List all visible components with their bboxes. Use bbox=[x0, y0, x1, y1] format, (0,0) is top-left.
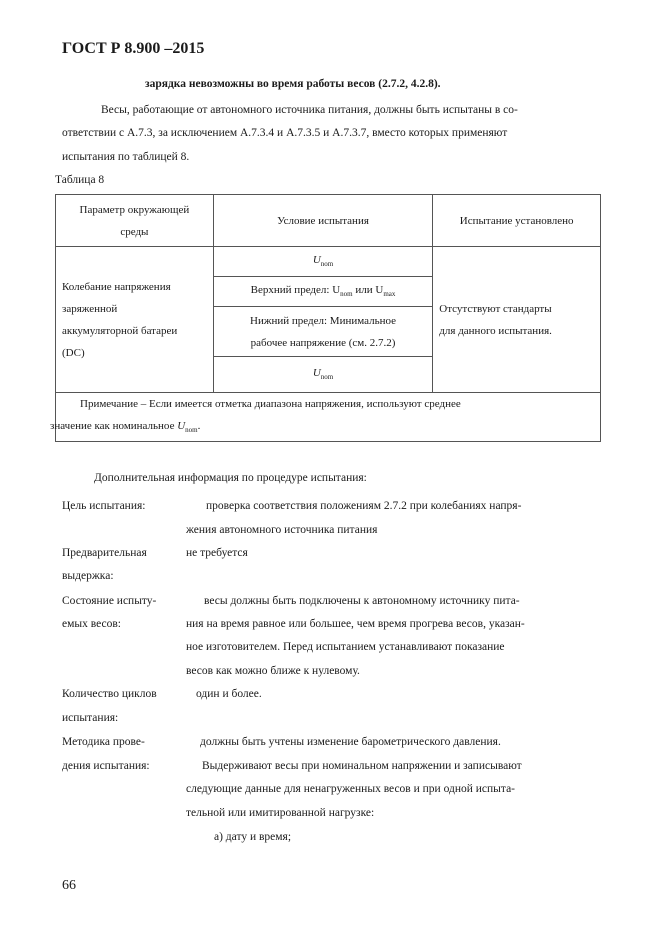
result-line-2: для данного испытания. bbox=[439, 324, 552, 337]
header-parameter-line-2: среды bbox=[120, 225, 149, 238]
condition-cell-4 bbox=[213, 357, 433, 393]
table-8 bbox=[50, 194, 601, 442]
info-title: Дополнительная информация по процедуре испытания: bbox=[94, 472, 367, 484]
table-note-end: . bbox=[197, 420, 201, 432]
condition-cell-1 bbox=[213, 247, 433, 277]
condition-3-line-1: Нижний предел: Минимальное bbox=[250, 314, 397, 327]
info-label-condition-2: емых весов: bbox=[62, 618, 121, 630]
table-note-sub: nom bbox=[185, 426, 198, 435]
table-note-cell bbox=[50, 393, 601, 442]
param-cell bbox=[56, 247, 214, 393]
info-text-condition-1: весы должны быть подключены к автономному источнику пита- bbox=[204, 595, 520, 607]
info-text-cycles: один и более. bbox=[196, 688, 262, 700]
page-number: 66 bbox=[62, 878, 76, 893]
info-last-line: а) дату и время; bbox=[214, 831, 292, 843]
table-caption: Таблица 8 bbox=[55, 174, 105, 186]
param-line-3: аккумуляторной батареи bbox=[62, 324, 178, 337]
result-cell bbox=[433, 247, 601, 393]
info-label-preconditioning-2: выдержка: bbox=[62, 570, 114, 582]
info-text-method-4: тельной или имитированной нагрузке: bbox=[186, 807, 375, 819]
info-text-method-1: должны быть учтены изменение барометрического давления. bbox=[200, 736, 501, 748]
info-label-cycles-1: Количество циклов bbox=[62, 688, 157, 700]
info-text-condition-2: ния на время равное или большее, чем время прогрева весов, указан- bbox=[186, 618, 525, 630]
header-cell-result: Испытание установлено bbox=[433, 195, 601, 247]
info-label-method-2: дения испытания: bbox=[62, 760, 150, 772]
header-parameter-line-1: Параметр окружающей bbox=[79, 203, 190, 216]
condition-3-line-2: рабочее напряжение (см. 2.7.2) bbox=[250, 336, 396, 349]
document-header: ГОСТ Р 8.900 –2015 bbox=[62, 40, 205, 57]
table-note-line-2-text: значение как номинальное bbox=[50, 420, 178, 432]
table-note-symbol: U bbox=[177, 420, 186, 432]
intro-bold-line: зарядка невозможны во время работы весов (2.7.2, 4.2.8). bbox=[145, 78, 441, 90]
condition-cell-3 bbox=[213, 307, 433, 357]
intro-para-line-1: Весы, работающие от автономного источника питания, должны быть испытаны в со- bbox=[101, 104, 518, 116]
intro-para-line-3: испытания по таблицей 8. bbox=[62, 151, 190, 163]
condition-cell-2 bbox=[213, 277, 433, 307]
header-cell-parameter bbox=[56, 195, 214, 247]
info-text-condition-4: весов как можно ближе к нулевому. bbox=[186, 665, 360, 677]
info-label-preconditioning-1: Предварительная bbox=[62, 547, 147, 559]
info-label-condition-1: Состояние испыту- bbox=[62, 595, 157, 607]
condition-1-symbol: U bbox=[312, 254, 321, 267]
condition-2-sub-1: nom bbox=[340, 290, 353, 299]
info-text-purpose-1: проверка соответствия положениям 2.7.2 при колебаниях напря- bbox=[206, 500, 522, 512]
param-line-1: Колебание напряжения bbox=[62, 280, 171, 293]
condition-1-sub: nom bbox=[320, 260, 334, 269]
info-text-preconditioning: не требуется bbox=[186, 547, 248, 559]
condition-4-symbol: U bbox=[312, 367, 321, 380]
info-text-method-2: Выдерживают весы при номинальном напряжении и записывают bbox=[202, 760, 522, 772]
condition-4-sub: nom bbox=[320, 373, 334, 382]
param-line-4: (DC) bbox=[62, 346, 85, 359]
param-line-2: заряженной bbox=[62, 302, 118, 315]
condition-2-text-b: или U bbox=[352, 284, 384, 297]
condition-2-text-a: Верхний предел: U bbox=[250, 284, 341, 297]
info-text-purpose-2: жения автономного источника питания bbox=[186, 524, 378, 536]
condition-2-sub-2: max bbox=[383, 290, 396, 299]
info-label-purpose: Цель испытания: bbox=[62, 500, 146, 512]
info-label-cycles-2: испытания: bbox=[62, 712, 119, 724]
info-text-method-3: следующие данные для ненагруженных весов и при одной испыта- bbox=[186, 783, 516, 795]
result-line-1: Отсутствуют стандарты bbox=[439, 302, 552, 315]
table-note-line-1: Примечание – Если имеется отметка диапазона напряжения, используют среднее bbox=[80, 398, 461, 410]
header-cell-condition: Условие испытания bbox=[213, 195, 433, 247]
info-label-method-1: Методика прове- bbox=[62, 736, 145, 748]
intro-para-line-2: ответствии с А.7.3, за исключением А.7.3.4 и А.7.3.5 и А.7.3.7, вместо которых применяют bbox=[62, 127, 508, 139]
table-note-line-2 bbox=[50, 415, 600, 441]
info-text-condition-3: ное изготовителем. Перед испытанием устанавливают показание bbox=[186, 641, 505, 653]
